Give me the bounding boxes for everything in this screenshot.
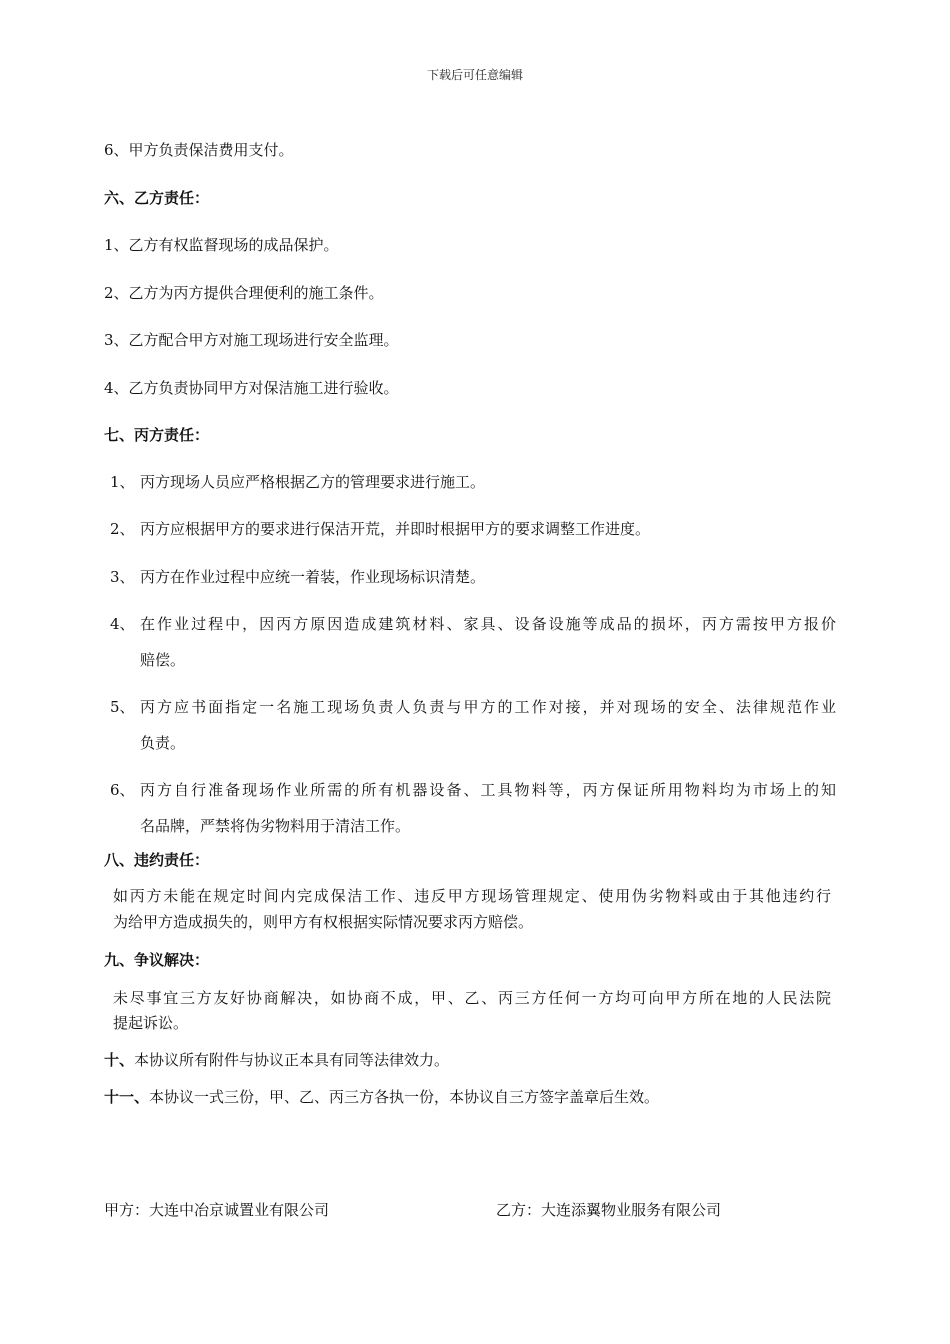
section-7-item-6-number: 6、 (110, 781, 135, 799)
section-10 (104, 1050, 449, 1070)
section-10-title: 十、 (104, 1051, 135, 1069)
section-7-item-5-text-cont: 负责。 (140, 734, 186, 752)
section-7-item-4-text: 在作业过程中，因丙方原因造成建筑材料、家具、设备设施等成品的损坏，丙方需按甲方报价 (140, 615, 836, 633)
section-7-item-1-text: 丙方现场人员应严格根据乙方的管理要求进行施工。 (140, 473, 486, 491)
section-6-item-1: 1、乙方有权监督现场的成品保护。 (104, 236, 339, 254)
section-9-text-cont: 提起诉讼。 (113, 1014, 189, 1032)
section-9-title: 九、争议解决： (104, 951, 210, 969)
section-6-item-2: 2、乙方为丙方提供合理便利的施工条件。 (104, 284, 384, 302)
section-7-item-4-number: 4、 (110, 615, 135, 633)
section-7-item-5-text: 丙方应书面指定一名施工现场负责人负责与甲方的工作对接，并对现场的安全、法律规范作业 (140, 698, 836, 716)
signature-party-yi: 乙方：大连添翼物业服务有限公司 (496, 1201, 722, 1219)
section-9-text: 未尽事宜三方友好协商解决，如协商不成，甲、乙、丙三方任何一方均可向甲方所在地的人民法院 (113, 989, 831, 1007)
section-7-item-3-number: 3、 (110, 568, 135, 586)
section-11 (104, 1087, 659, 1107)
section-6-title: 六、乙方责任： (104, 189, 210, 207)
section-6-item-3: 3、乙方配合甲方对施工现场进行安全监理。 (104, 331, 399, 349)
section-7-item-4-text-cont: 赔偿。 (140, 651, 186, 669)
section-11-text: 本协议一式三份，甲、乙、丙三方各执一份，本协议自三方签字盖章后生效。 (149, 1088, 660, 1106)
section-7-item-2-text: 丙方应根据甲方的要求进行保洁开荒，并即时根据甲方的要求调整工作进度。 (140, 520, 651, 538)
section-7-item-6-text-cont: 名品牌，严禁将伪劣物料用于清洁工作。 (140, 817, 411, 835)
section-7-title: 七、丙方责任： (104, 426, 210, 444)
section-6-item-4: 4、乙方负责协同甲方对保洁施工进行验收。 (104, 379, 399, 397)
section-7-item-5-number: 5、 (110, 698, 135, 716)
section-8-text-cont: 为给甲方造成损失的，则甲方有权根据实际情况要求丙方赔偿。 (113, 913, 534, 931)
section-7-item-1-number: 1、 (110, 473, 135, 491)
page-header: 下载后可任意编辑 (426, 68, 523, 82)
section-8-text: 如丙方未能在规定时间内完成保洁工作、违反甲方现场管理规定、使用伪劣物料或由于其他违约行 (113, 887, 831, 905)
signature-party-jia: 甲方：大连中冶京诚置业有限公司 (104, 1201, 330, 1219)
section-7-item-2-number: 2、 (110, 520, 135, 538)
section-11-title: 十一、 (104, 1088, 150, 1106)
section-7-item-6-text: 丙方自行准备现场作业所需的所有机器设备、工具物料等，丙方保证所用物料均为市场上的知 (140, 781, 836, 799)
section-8-title: 八、违约责任： (104, 851, 210, 869)
section-10-text: 本协议所有附件与协议正本具有同等法律效力。 (134, 1051, 450, 1069)
section-7-item-3-text: 丙方在作业过程中应统一着装，作业现场标识清楚。 (140, 568, 486, 586)
clause-jia-6: 6、甲方负责保洁费用支付。 (104, 141, 294, 159)
